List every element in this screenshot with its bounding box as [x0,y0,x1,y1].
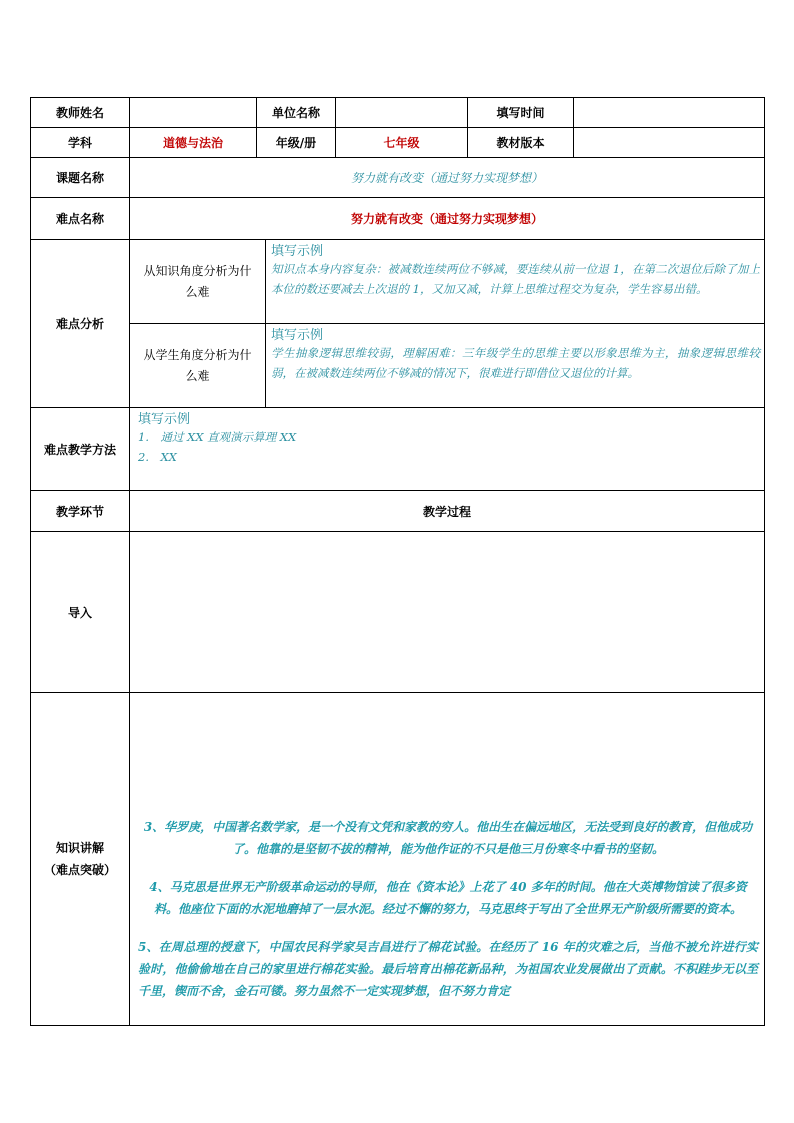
grade-value[interactable]: 七年级 [335,127,468,158]
teacher-name-label: 教师姓名 [30,97,130,128]
subject-label: 学科 [30,127,130,158]
teaching-process-header: 教学过程 [129,490,765,532]
knowledge-example-label: 填写示例 [271,244,324,259]
edition-field[interactable] [573,127,765,158]
difficulty-name-value[interactable]: 努力就有改变（通过努力实现梦想） [129,197,765,240]
teaching-method-cell[interactable] [129,407,765,491]
lesson-title-value[interactable]: 努力就有改变（通过努力实现梦想） [129,157,765,198]
teacher-name-field[interactable] [129,97,257,128]
story-paragraph: 4、马克思是世界无产阶级革命运动的导师，他在《资本论》上花了 40 多年的时间。他在大英博物馆读了很多资料。他座位下面的水泥地磨掉了一层水泥。经过不懈的努力，马克思终于写出了全世界无产阶级所需要的资本。 [149,880,747,916]
teaching-method-label: 难点教学方法 [30,407,130,491]
method-item: 1. 通过 XX 直观演示算理 XX [138,430,297,444]
teaching-stage-header: 教学环节 [30,490,130,532]
subject-value[interactable]: 道德与法治 [129,127,257,158]
student-angle-text: 学生抽象逻辑思维较弱，理解困难：三年级学生的思维主要以形象思维为主，抽象逻辑思维较弱，在被减数连续两位不够减的情况下，很难进行即借位又退位的计算。 [271,346,760,380]
lesson-plan-table [30,97,765,1026]
grade-label: 年级/册 [256,127,336,158]
method-example-label: 填写示例 [138,412,191,427]
knowledge-label-line2: （难点突破） [43,863,116,877]
knowledge-label-line1: 知识讲解 [55,841,104,855]
knowledge-angle-label: 从知识角度分析为什么难 [129,239,266,324]
story-paragraph: 3、华罗庚，中国著名数学家，是一个没有文凭和家教的穷人。他出生在偏远地区，无法受到良好的教育，但他成功了。他靠的是坚韧不拔的精神，能为他作证的不只是他三月份寒冬中看书的坚韧。 [143,820,753,856]
story-paragraph: 5、在周总理的授意下，中国农民科学家吴吉昌进行了棉花试验。在经历了 16 年的灾难之后，当他不被允许进行实验时，他偷偷地在自己的家里进行棉花实验。最后培育出棉花新品种，为祖国农业发展做出了贡献。不积跬步无以至千里，锲而不舍，金石可镂。努力虽然不一定实现梦想，但不努力肯定 [138,940,758,998]
difficulty-name-label: 难点名称 [30,197,130,240]
difficulty-analysis-label: 难点分析 [30,239,130,408]
lesson-title-label: 课题名称 [30,157,130,198]
unit-name-field[interactable] [335,97,468,128]
unit-name-label: 单位名称 [256,97,336,128]
fill-time-label: 填写时间 [467,97,574,128]
fill-time-field[interactable] [573,97,765,128]
student-angle-cell[interactable] [265,323,765,408]
intro-content[interactable] [129,531,765,693]
method-item: 2. XX [138,450,177,464]
student-example-label: 填写示例 [271,328,324,343]
intro-label: 导入 [30,531,130,693]
knowledge-angle-cell[interactable] [265,239,765,324]
edition-label: 教材版本 [467,127,574,158]
knowledge-angle-text: 知识点本身内容复杂：被减数连续两位不够减，要连续从前一位退 1，在第二次退位后除了加上本位的数还要减去上次退的 1，又加又减，计算上思维过程交为复杂，学生容易出错。 [271,262,760,296]
knowledge-explanation-content[interactable] [129,692,765,1026]
student-angle-label: 从学生角度分析为什么难 [129,323,266,408]
knowledge-explanation-label [30,692,130,1026]
